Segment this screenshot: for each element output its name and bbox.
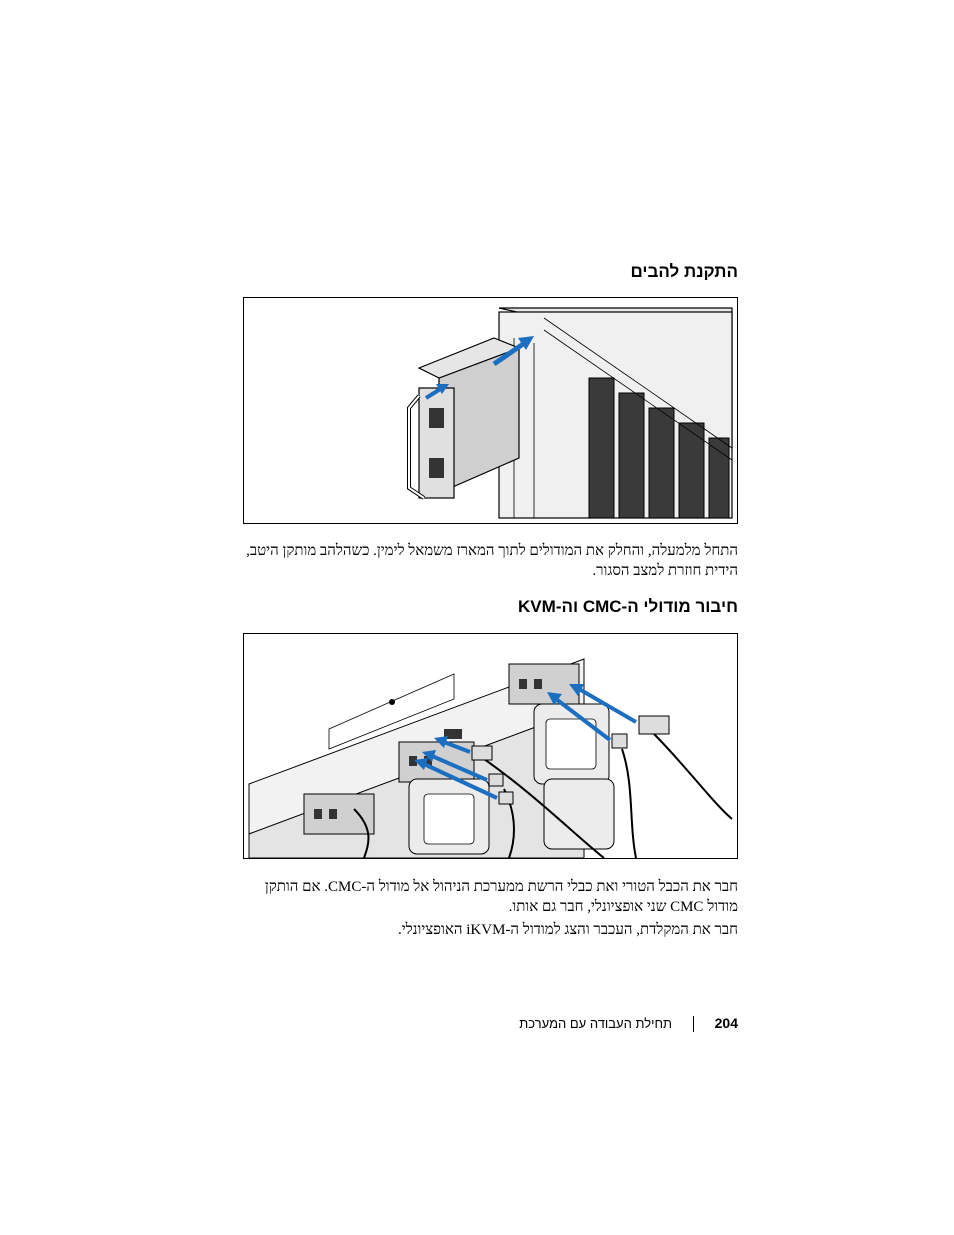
cmc-connect-text [178, 877, 738, 917]
cmc-connect-line-2: מודול CMC שני אופציונלי, חבר גם אותו. [508, 899, 738, 915]
blade-connector-bottom [429, 458, 444, 478]
page-number: 204 [714, 1015, 738, 1031]
section-heading-blade-install: התקנת להבים [630, 262, 738, 281]
footer-divider [693, 1016, 694, 1032]
cmc-connect-line-1: חבר את הכבל הטורי ואת כבלי הרשת ממערכת הניהול אל מודול ה-CMC. אם הותקן [264, 879, 738, 895]
figure-blade-install [243, 297, 738, 524]
ikvm-connect-text: חבר את המקלדת, העכבר והצג למודול ה-iKVM האופציונלי. [397, 922, 738, 938]
blade-install-illustration [244, 298, 737, 523]
section-heading-cmc-kvm: חיבור מודולי ה-CMC וה-KVM [518, 597, 738, 616]
blade-front-panel [419, 388, 454, 498]
blade-connector-top [429, 408, 444, 428]
blade-install-line-1: התחל מלמעלה, והחלק את המודולים לתוך המארז משמאל לימין. כשהלהב מותקן היטב, [246, 543, 738, 559]
cmc-kvm-illustration [244, 634, 737, 858]
footer-title: תחילת העבודה עם המערכת [519, 1016, 672, 1031]
figure-cmc-kvm [243, 633, 738, 859]
blade-install-text [178, 541, 738, 581]
blade-install-line-2: הידית חוזרת למצב הסגור. [592, 563, 738, 579]
